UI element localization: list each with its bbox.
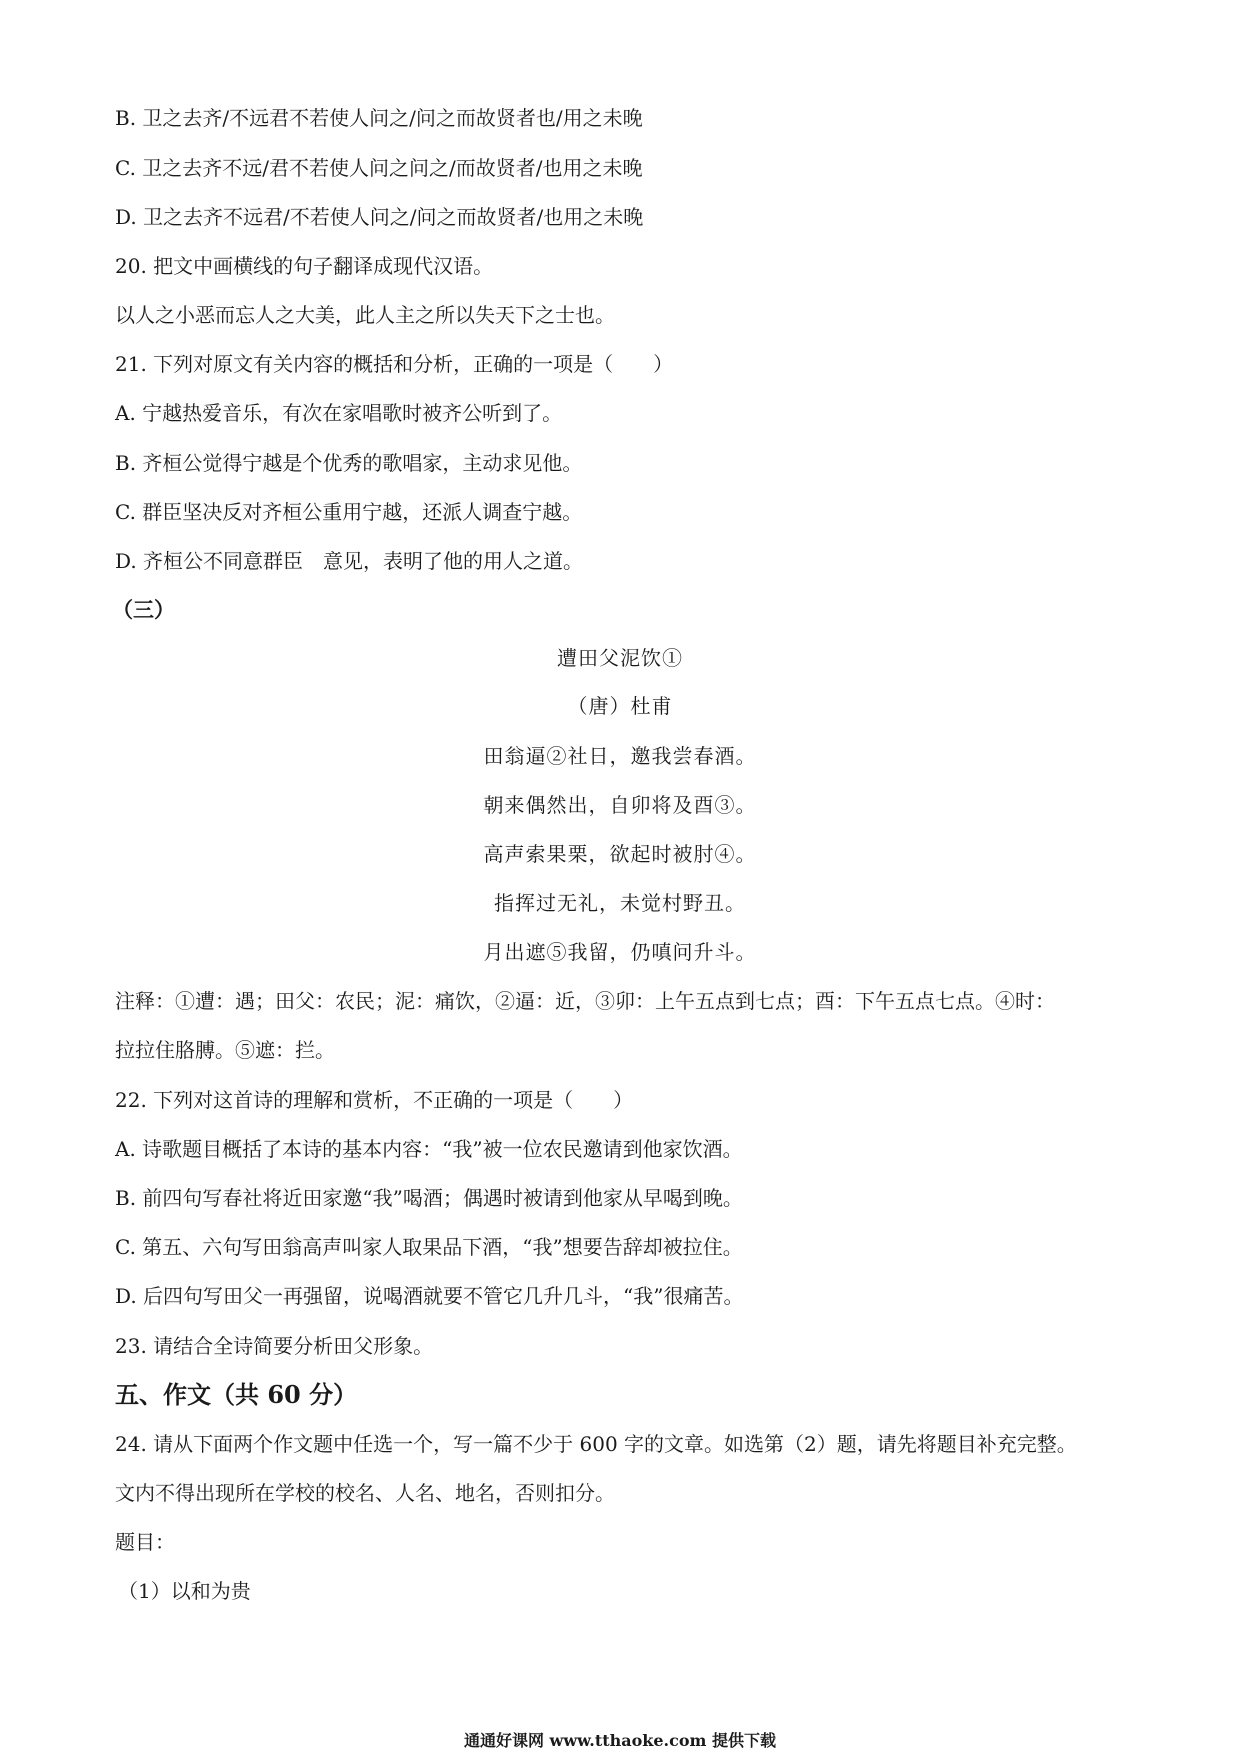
poem-notes-line1: 注释：①遭：遇；田父：农民；泥：痛饮，②逼：近，③卯：上午五点到七点；酉：下午五点七点。④时： <box>115 989 1055 1013</box>
part-three-label: （三） <box>112 597 175 622</box>
section-five-title: 五、作文（共 60 分） <box>115 1380 358 1409</box>
q22-option-a: A. 诗歌题目概括了本诗的基本内容：“我”被一位农民邀请到他家饮酒。 <box>115 1137 743 1161</box>
q21-option-d: D. 齐桓公不同意群臣 意见，表明了他的用人之道。 <box>115 549 584 573</box>
poem-line: 朝来偶然出，自卯将及酉③。 <box>483 793 757 817</box>
poem-author: （唐）杜甫 <box>567 694 673 718</box>
q20-sentence: 以人之小恶而忘人之大美，此人主之所以失天下之士也。 <box>115 303 615 327</box>
poem-line: 田翁逼②社日，邀我尝春酒。 <box>483 744 757 768</box>
poem-notes-line2: 拉拉住胳膊。⑤遮：拦。 <box>115 1038 335 1062</box>
poem-title: 遭田父泥饮① <box>557 646 683 670</box>
poem-line: 指挥过无礼，未觉村野丑。 <box>494 891 746 915</box>
q22-option-d: D. 后四句写田父一再强留，说喝酒就要不管它几升几斗，“我”很痛苦。 <box>115 1284 744 1308</box>
q20-prompt: 20. 把文中画横线的句子翻译成现代汉语。 <box>115 254 494 278</box>
poem-line: 高声索果栗，欲起时被肘④。 <box>483 842 757 866</box>
q23-prompt: 23. 请结合全诗简要分析田父形象。 <box>115 1334 434 1358</box>
q19-option-d: D. 卫之去齐不远君/不若使人问之/问之而故贤者/也用之未晚 <box>115 205 644 229</box>
q21-option-a: A. 宁越热爱音乐，有次在家唱歌时被齐公听到了。 <box>115 401 563 425</box>
q21-option-b: B. 齐桓公觉得宁越是个优秀的歌唱家，主动求见他。 <box>115 451 583 475</box>
q24-line1: 24. 请从下面两个作文题中任选一个，写一篇不少于 600 字的文章。如选第（2）题，请先将题目补充完整。 <box>115 1432 1077 1456</box>
q19-option-c: C. 卫之去齐不远/君不若使人问之问之/而故贤者/也用之未晚 <box>115 156 643 180</box>
q19-option-b: B. 卫之去齐/不远君不若使人问之/问之而故贤者也/用之未晚 <box>115 106 643 130</box>
q24-line2: 文内不得出现所在学校的校名、人名、地名，否则扣分。 <box>115 1481 615 1505</box>
q22-option-c: C. 第五、六句写田翁高声叫家人取果品下酒，“我”想要告辞却被拉住。 <box>115 1235 743 1259</box>
q22-option-b: B. 前四句写春社将近田家邀“我”喝酒；偶遇时被请到他家从早喝到晚。 <box>115 1186 743 1210</box>
poem-line: 月出遮⑤我留，仍嗔问升斗。 <box>483 940 757 964</box>
footer-source: 通通好课网 www.tthaoke.com 提供下载 <box>463 1731 777 1750</box>
q21-prompt: 21. 下列对原文有关内容的概括和分析，正确的一项是（ ） <box>115 352 674 376</box>
q24-topic-1: （1）以和为贵 <box>118 1579 251 1603</box>
q22-prompt: 22. 下列对这首诗的理解和赏析，不正确的一项是（ ） <box>115 1088 634 1112</box>
q24-topic-label: 题目： <box>115 1530 175 1554</box>
q21-option-c: C. 群臣坚决反对齐桓公重用宁越，还派人调查宁越。 <box>115 500 583 524</box>
